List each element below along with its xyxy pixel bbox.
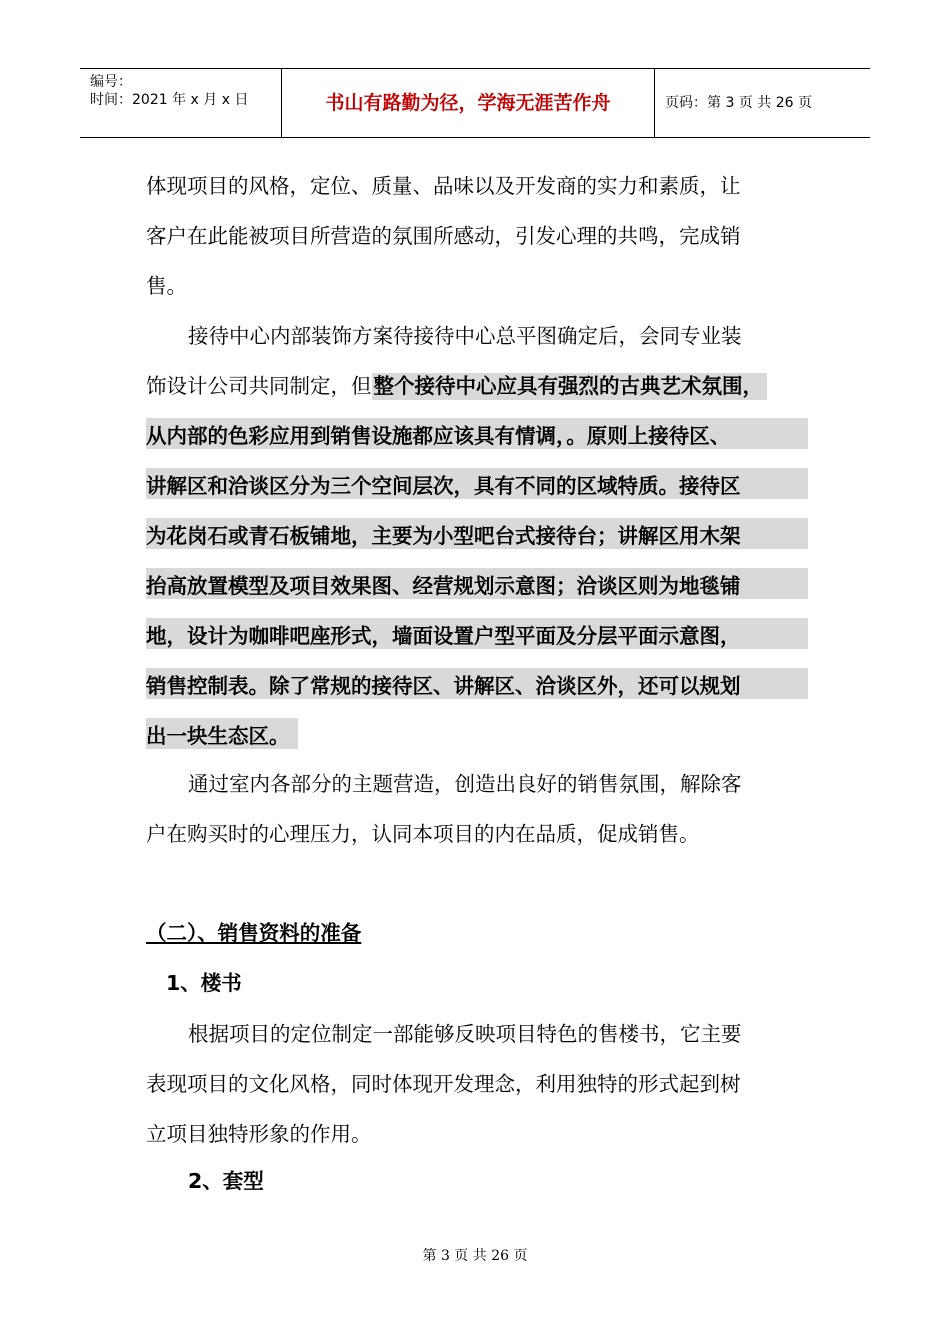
paragraph-line: 立项目独特形象的作用。 bbox=[146, 1122, 372, 1146]
subsection-heading: 2、套型 bbox=[188, 1169, 264, 1193]
paragraph-line bbox=[146, 372, 767, 400]
plain-text: 饰设计公司共同制定，但 bbox=[146, 374, 372, 398]
highlighted-line: 从内部的色彩应用到销售设施都应该具有情调，。原则上接待区、 bbox=[146, 424, 731, 448]
highlighted-line: 讲解区和洽谈区分为三个空间层次，具有不同的区域特质。接待区 bbox=[146, 474, 741, 498]
highlighted-line: 出一块生态区。 bbox=[146, 724, 290, 748]
page-footer: 第 3 页 共 26 页 bbox=[422, 1248, 528, 1264]
paragraph-line: 售。 bbox=[146, 274, 187, 298]
header-page-info: 页码：第 3 页 共 26 页 bbox=[665, 95, 812, 111]
highlighted-line: 为花岗石或青石板铺地，主要为小型吧台式接待台；讲解区用木架 bbox=[146, 524, 741, 548]
paragraph-line: 户在购买时的心理压力，认同本项目的内在品质，促成销售。 bbox=[146, 822, 700, 846]
paragraph-line: 接待中心内部装饰方案待接待中心总平图确定后，会同专业装 bbox=[188, 324, 742, 348]
highlighted-line: 地，设计为咖啡吧座形式，墙面设置户型平面及分层平面示意图， bbox=[146, 624, 741, 648]
highlighted-line: 销售控制表。除了常规的接待区、讲解区、洽谈区外，还可以规划 bbox=[146, 674, 741, 698]
doc-date-label: 时间：2021 年 x 月 x 日 bbox=[90, 92, 249, 108]
paragraph-line: 通过室内各部分的主题营造，创造出良好的销售氛围，解除客 bbox=[188, 772, 742, 796]
doc-number-label: 编号： bbox=[90, 74, 132, 90]
subsection-heading: 1、楼书 bbox=[166, 971, 242, 995]
highlighted-line: 抬高放置模型及项目效果图、经营规划示意图；洽谈区则为地毯铺 bbox=[146, 574, 741, 598]
paragraph-line: 客户在此能被项目所营造的氛围所感动，引发心理的共鸣，完成销 bbox=[146, 224, 741, 248]
paragraph-line: 体现项目的风格，定位、质量、品味以及开发商的实力和素质，让 bbox=[146, 174, 741, 198]
section-heading: （二）、销售资料的准备 bbox=[146, 921, 362, 945]
header-motto: 书山有路勤为径，学海无涯苦作舟 bbox=[325, 92, 611, 114]
highlighted-text: 整个接待中心应具有强烈的古典艺术氛围， bbox=[372, 373, 768, 400]
paragraph-line: 表现项目的文化风格，同时体现开发理念，利用独特的形式起到树 bbox=[146, 1072, 741, 1096]
header-divider bbox=[654, 69, 655, 137]
page-header bbox=[80, 68, 870, 138]
paragraph-line: 根据项目的定位制定一部能够反映项目特色的售楼书，它主要 bbox=[188, 1022, 742, 1046]
